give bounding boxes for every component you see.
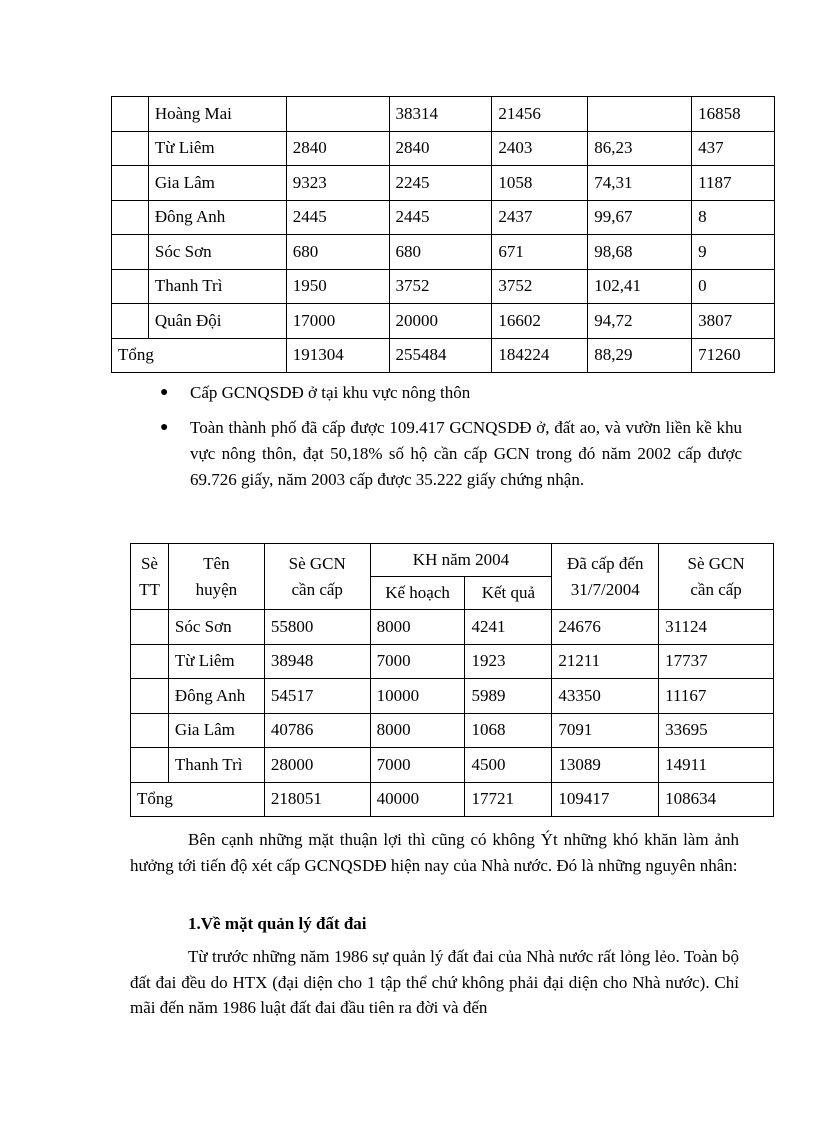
value-cell: 8 — [692, 200, 775, 235]
header-result: Kết quả — [465, 577, 552, 610]
total-value-cell: 218051 — [264, 782, 370, 817]
value-cell: 2445 — [389, 200, 492, 235]
value-cell: 102,41 — [588, 269, 692, 304]
header-district: Tên huyện — [168, 544, 264, 610]
value-cell: 98,68 — [588, 235, 692, 270]
value-cell: 680 — [286, 235, 389, 270]
value-cell: 38948 — [264, 644, 370, 679]
certificate-plan-table — [130, 543, 774, 817]
district-cell: Hoàng Mai — [148, 97, 286, 132]
value-cell: 21456 — [492, 97, 588, 132]
district-cell: Đông Anh — [168, 679, 264, 714]
total-label: Tổng — [131, 782, 265, 817]
table-row — [131, 610, 774, 645]
value-cell: 2445 — [286, 200, 389, 235]
stt-cell — [112, 200, 149, 235]
value-cell: 17000 — [286, 304, 389, 339]
value-cell: 31124 — [659, 610, 774, 645]
value-cell: 3752 — [492, 269, 588, 304]
bullet-list — [160, 380, 742, 502]
stt-cell — [112, 269, 149, 304]
value-cell: 7091 — [552, 713, 659, 748]
value-cell: 7000 — [370, 644, 465, 679]
total-value-cell: 184224 — [492, 338, 588, 373]
value-cell: 20000 — [389, 304, 492, 339]
value-cell: 38314 — [389, 97, 492, 132]
table-header-row — [131, 544, 774, 577]
table-row — [131, 644, 774, 679]
value-cell: 33695 — [659, 713, 774, 748]
total-value-cell: 17721 — [465, 782, 552, 817]
district-cell: Sóc Sơn — [168, 610, 264, 645]
value-cell: 680 — [389, 235, 492, 270]
value-cell: 13089 — [552, 748, 659, 783]
value-cell: 86,23 — [588, 131, 692, 166]
total-row — [112, 338, 775, 373]
header-issued: Đã cấp đến 31/7/2004 — [552, 544, 659, 610]
value-cell: 4241 — [465, 610, 552, 645]
value-cell: 55800 — [264, 610, 370, 645]
district-cell: Gia Lâm — [168, 713, 264, 748]
table-row — [131, 679, 774, 714]
header-need: Sè GCN cần cấp — [264, 544, 370, 610]
table-row — [131, 748, 774, 783]
district-cell: Thanh Trì — [148, 269, 286, 304]
value-cell: 8000 — [370, 610, 465, 645]
district-cell: Từ Liêm — [168, 644, 264, 679]
value-cell — [588, 97, 692, 132]
table-row — [112, 235, 775, 270]
total-value-cell: 71260 — [692, 338, 775, 373]
value-cell: 3807 — [692, 304, 775, 339]
value-cell: 16602 — [492, 304, 588, 339]
value-cell: 10000 — [370, 679, 465, 714]
value-cell: 11167 — [659, 679, 774, 714]
stt-cell — [112, 304, 149, 339]
value-cell: 74,31 — [588, 166, 692, 201]
value-cell: 2437 — [492, 200, 588, 235]
total-value-cell: 191304 — [286, 338, 389, 373]
table-row — [112, 200, 775, 235]
district-cell: Sóc Sơn — [148, 235, 286, 270]
value-cell: 54517 — [264, 679, 370, 714]
total-row — [131, 782, 774, 817]
table-row — [112, 97, 775, 132]
value-cell: 1950 — [286, 269, 389, 304]
value-cell — [286, 97, 389, 132]
stt-cell — [112, 131, 149, 166]
table-row — [131, 713, 774, 748]
value-cell: 1068 — [465, 713, 552, 748]
value-cell: 2840 — [389, 131, 492, 166]
stt-cell — [131, 748, 169, 783]
total-value-cell: 255484 — [389, 338, 492, 373]
table-row — [112, 304, 775, 339]
section-heading: 1.Về mặt quản lý đất đai — [188, 914, 367, 933]
value-cell: 16858 — [692, 97, 775, 132]
value-cell: 1923 — [465, 644, 552, 679]
total-value-cell: 88,29 — [588, 338, 692, 373]
district-stats-table — [111, 96, 775, 373]
value-cell: 671 — [492, 235, 588, 270]
total-value-cell: 109417 — [552, 782, 659, 817]
bullet-icon: ● — [160, 420, 169, 435]
bullet-icon: ● — [160, 385, 169, 400]
stt-cell — [112, 166, 149, 201]
total-label: Tổng — [112, 338, 287, 373]
header-stt: Sè TT — [131, 544, 169, 610]
value-cell: 2403 — [492, 131, 588, 166]
paragraph-land-management: Từ trước những năm 1986 sự quản lý đất đai của Nhà nước rất lỏng lẻo. Toàn bộ đất đai đều do HTX (đại diện cho 1 tập thể chứ không phải đại diện cho Nhà nước). Chỉ mãi đến năm 1986 luật đất đai đầu tiên ra đời và đến — [130, 947, 739, 1017]
header-remain: Sè GCN cần cấp — [659, 544, 774, 610]
stt-cell — [131, 679, 169, 714]
value-cell: 3752 — [389, 269, 492, 304]
bullet-item: ● Toàn thành phố đã cấp được 109.417 GCNQSDĐ ở, đất ao, và vườn liền kề khu vực nông thôn, đạt 50,18% số hộ cần cấp GCN trong đó năm 2002 cấp được 69.726 giấy, năm 2003 cấp được 35.222 giấy chứng nhận. — [160, 415, 742, 493]
stt-cell — [112, 235, 149, 270]
district-cell: Quân Đội — [148, 304, 286, 339]
value-cell: 14911 — [659, 748, 774, 783]
value-cell: 2840 — [286, 131, 389, 166]
value-cell: 28000 — [264, 748, 370, 783]
value-cell: 99,67 — [588, 200, 692, 235]
value-cell: 2245 — [389, 166, 492, 201]
value-cell: 17737 — [659, 644, 774, 679]
value-cell: 94,72 — [588, 304, 692, 339]
value-cell: 8000 — [370, 713, 465, 748]
value-cell: 9 — [692, 235, 775, 270]
bullet-item: ● Cấp GCNQSDĐ ở tại khu vực nông thôn — [160, 380, 742, 406]
table-row — [112, 166, 775, 201]
value-cell: 40786 — [264, 713, 370, 748]
value-cell: 0 — [692, 269, 775, 304]
stt-cell — [112, 97, 149, 132]
value-cell: 43350 — [552, 679, 659, 714]
stt-cell — [131, 644, 169, 679]
value-cell: 5989 — [465, 679, 552, 714]
total-value-cell: 40000 — [370, 782, 465, 817]
district-cell: Gia Lâm — [148, 166, 286, 201]
value-cell: 7000 — [370, 748, 465, 783]
paragraph-difficulties: Bên cạnh những mặt thuận lợi thì cũng có không Ýt những khó khăn làm ảnh hưởng tới tiến độ xét cấp GCNQSDĐ hiện nay của Nhà nước. Đó là những nguyên nhân: — [130, 830, 739, 875]
value-cell: 1058 — [492, 166, 588, 201]
table-row — [112, 269, 775, 304]
header-plan: Kế hoạch — [370, 577, 465, 610]
stt-cell — [131, 610, 169, 645]
district-cell: Đông Anh — [148, 200, 286, 235]
stt-cell — [131, 713, 169, 748]
value-cell: 24676 — [552, 610, 659, 645]
table-row — [112, 131, 775, 166]
header-plan-group: KH năm 2004 — [370, 544, 552, 577]
total-value-cell: 108634 — [659, 782, 774, 817]
value-cell: 1187 — [692, 166, 775, 201]
value-cell: 9323 — [286, 166, 389, 201]
district-cell: Từ Liêm — [148, 131, 286, 166]
district-cell: Thanh Trì — [168, 748, 264, 783]
value-cell: 437 — [692, 131, 775, 166]
value-cell: 4500 — [465, 748, 552, 783]
value-cell: 21211 — [552, 644, 659, 679]
